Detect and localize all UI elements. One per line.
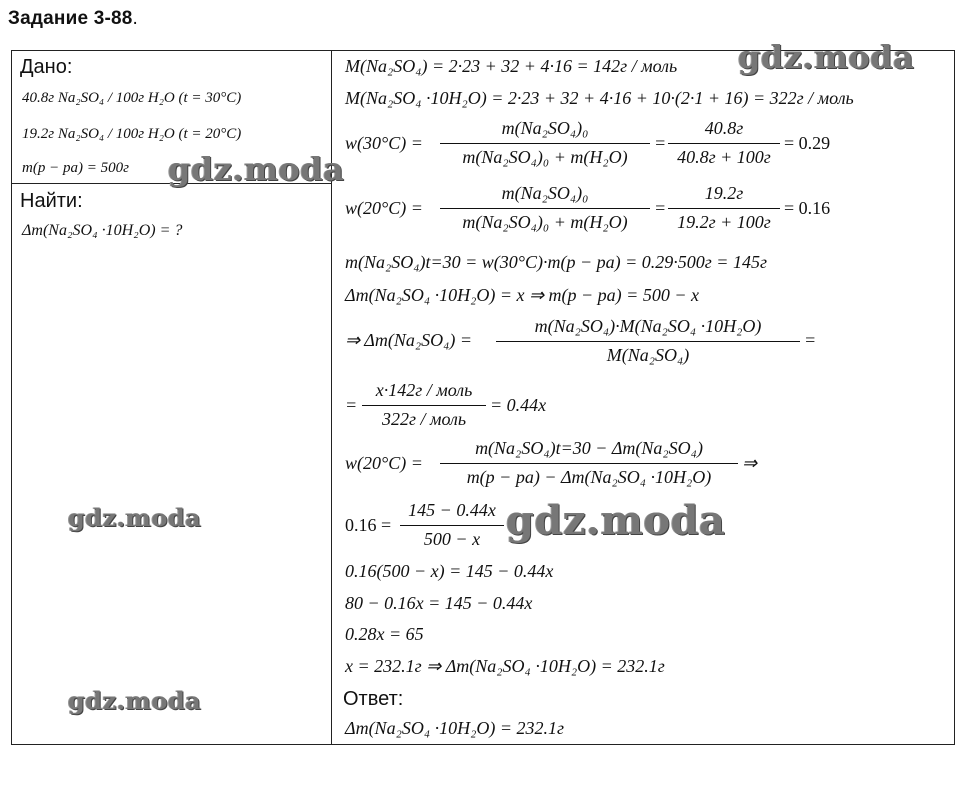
fraction-bar [400, 525, 504, 526]
fraction-denominator: m(Na₂SO₄)₀ + m(H₂O) [462, 147, 628, 167]
equals-sign: = [654, 198, 667, 218]
equals-sign: = [804, 330, 817, 350]
given-line: m(р − ра) = 500г [22, 160, 129, 176]
formula-left: 0.16 = [345, 515, 392, 535]
answer-line: Δm(Na₂SO₄ ·10H₂O) = 232.1г [345, 718, 564, 738]
watermark: gdz.moda [68, 686, 202, 715]
task-title: Задание 3-88. [8, 8, 139, 29]
find-header: Найти: [20, 190, 83, 212]
fraction-denominator: m(р − ра) − Δm(Na₂SO₄ ·10H₂O) [466, 467, 712, 487]
answer-header: Ответ: [343, 688, 404, 710]
solution-line: M(Na₂SO₄) = 2·23 + 32 + 4·16 = 142г / моль [345, 56, 678, 76]
result: = 0.44x [490, 395, 547, 415]
fraction-numerator: 145 − 0.44x [408, 500, 496, 520]
fraction-denominator: 500 − x [423, 529, 481, 549]
fraction-bar [362, 405, 486, 406]
equals-sign: = [654, 133, 667, 153]
fraction-denominator: 322г / моль [381, 409, 467, 429]
fraction-denominator: 19.2г + 100г [677, 212, 771, 232]
fraction-numerator: m(Na₂SO₄)·M(Na₂SO₄ ·10H₂O) [534, 316, 762, 336]
formula-left: w(20°C) = [345, 453, 423, 473]
fraction-denominator: M(Na₂SO₄) [606, 345, 690, 365]
fraction-bar [440, 208, 650, 209]
fraction-numerator: 19.2г [704, 183, 744, 203]
solution-line: 0.28x = 65 [345, 624, 424, 644]
solution-line: x = 232.1г ⇒ Δm(Na₂SO₄ ·10H₂O) = 232.1г [345, 656, 665, 676]
solution-line: Δm(Na₂SO₄ ·10H₂O) = x ⇒ m(р − ра) = 500 − x [345, 285, 699, 305]
fraction-bar [440, 463, 738, 464]
fraction-bar [668, 143, 780, 144]
given-line: 40.8г Na₂SO₄ / 100г H₂O (t = 30°C) [22, 90, 242, 106]
solution-line: m(Na₂SO₄)t=30 = w(30°C)·m(р − ра) = 0.29·500г = 145г [345, 252, 767, 272]
fraction-numerator: m(Na₂SO₄)t=30 − Δm(Na₂SO₄) [475, 438, 703, 458]
fraction-numerator: m(Na₂SO₄)₀ [501, 118, 589, 138]
fraction-denominator: 40.8г + 100г [677, 147, 771, 167]
result: = 0.16 [784, 198, 831, 218]
watermark: gdz.moda [68, 503, 202, 532]
find-line: Δm(Na₂SO₄ ·10H₂O) = ? [22, 222, 183, 239]
fraction-numerator: x·142г / моль [375, 380, 473, 400]
formula-left: w(20°C) = [345, 198, 423, 218]
fraction-bar [440, 143, 650, 144]
solution-line: 0.16(500 − x) = 145 − 0.44x [345, 561, 554, 581]
fraction-numerator: m(Na₂SO₄)₀ [501, 183, 589, 203]
fraction-bar [496, 341, 800, 342]
watermark: gdz.moda [738, 38, 915, 76]
result: = 0.29 [784, 133, 831, 153]
solution-line: M(Na₂SO₄ ·10H₂O) = 2·23 + 32 + 4·16 + 10·(2·1 + 16) = 322г / моль [345, 88, 854, 108]
formula-left: ⇒ Δm(Na₂SO₄) = [345, 330, 472, 350]
fraction-bar [668, 208, 780, 209]
fraction-numerator: 40.8г [704, 118, 744, 138]
fraction-denominator: m(Na₂SO₄)₀ + m(H₂O) [462, 212, 628, 232]
formula-left: w(30°C) = [345, 133, 423, 153]
given-line: 19.2г Na₂SO₄ / 100г H₂O (t = 20°C) [22, 126, 242, 142]
equals-sign: = [345, 395, 358, 415]
watermark: gdz.moda [506, 497, 726, 544]
solution-line: 80 − 0.16x = 145 − 0.44x [345, 593, 533, 613]
given-header: Дано: [20, 56, 73, 78]
implies-arrow: ⇒ [742, 453, 758, 473]
watermark: gdz.moda [168, 150, 345, 188]
